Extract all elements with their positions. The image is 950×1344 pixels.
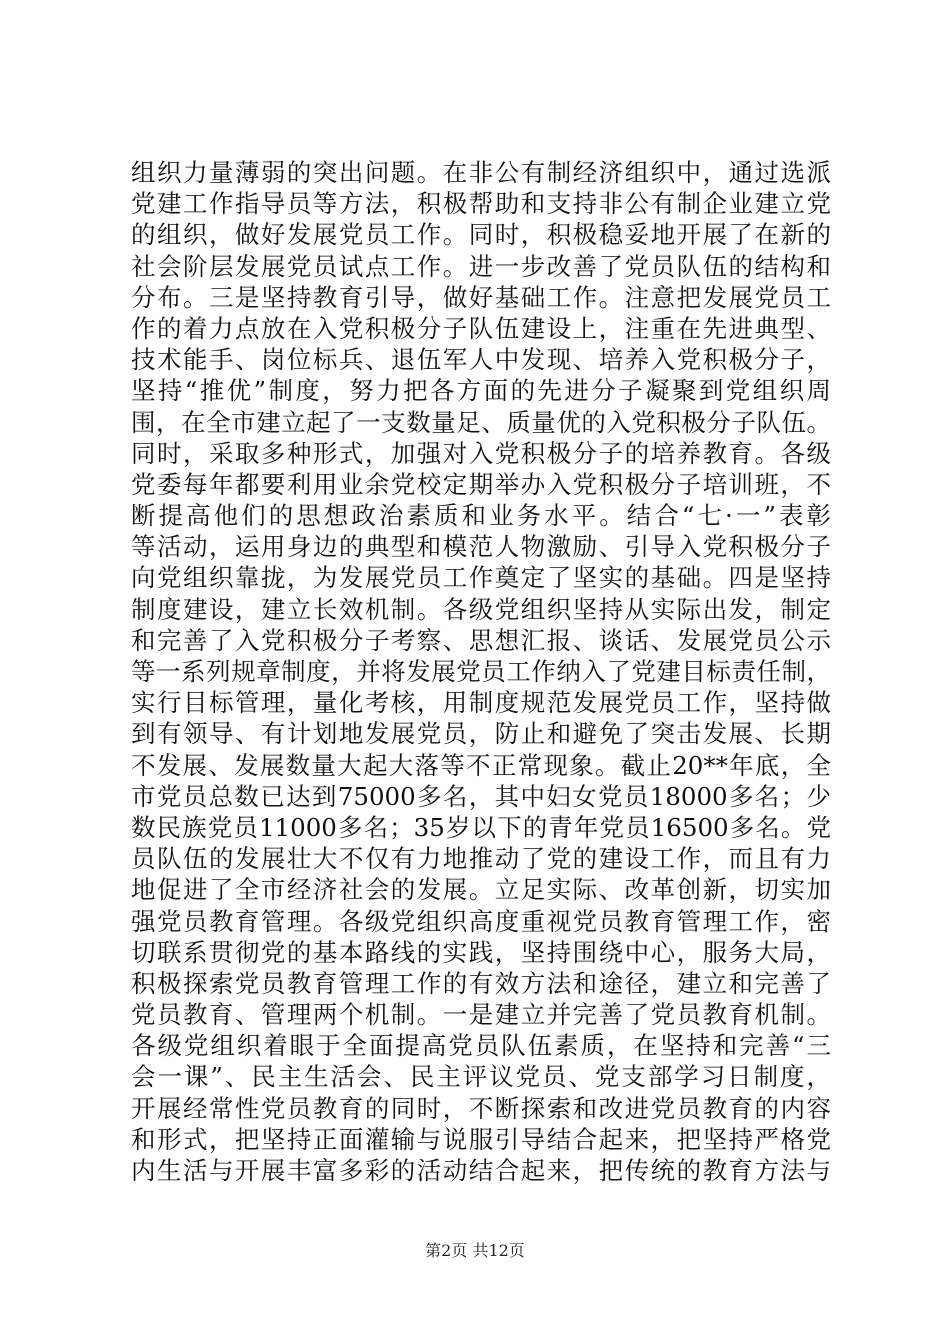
text-line: 和完善了入党积极分子考察、思想汇报、谈话、发展党员公示 <box>131 625 831 655</box>
text-line: 同时，采取多种形式，加强对入党积极分子的培养教育。各级 <box>131 438 831 468</box>
text-line: 技术能手、岗位标兵、退伍军人中发现、培养入党积极分子， <box>131 345 831 375</box>
text-line: 的组织，做好发展党员工作。同时，积极稳妥地开展了在新的 <box>131 220 831 250</box>
text-line: 内生活与开展丰富多彩的活动结合起来，把传统的教育方法与 <box>131 1156 831 1185</box>
text-line: 党建工作指导员等方法，积极帮助和支持非公有制企业建立党 <box>131 189 831 219</box>
text-line: 组织力量薄弱的突出问题。在非公有制经济组织中，通过选派 <box>131 158 831 187</box>
text-line: 等一系列规章制度，并将发展党员工作纳入了党建目标责任制， <box>131 657 831 686</box>
text-line: 切联系贯彻党的基本路线的实践，坚持围绕中心，服务大局， <box>131 937 831 967</box>
text-line: 不发展、发展数量大起大落等不正常现象。截止20**年底，全 <box>131 750 831 780</box>
text-line: 坚持“推优”制度，努力把各方面的先进分子凝聚到党组织周 <box>131 376 831 406</box>
text-line: 社会阶层发展党员试点工作。进一步改善了党员队伍的结构和 <box>131 251 831 281</box>
text-line: 向党组织靠拢，为发展党员工作奠定了坚实的基础。四是坚持 <box>131 563 831 593</box>
text-line: 实行目标管理，量化考核，用制度规范发展党员工作，坚持做 <box>131 688 831 718</box>
text-line: 员队伍的发展壮大不仅有力地推动了党的建设工作，而且有力 <box>131 844 831 874</box>
text-line: 各级党组织着眼于全面提高党员队伍素质，在坚持和完善“三 <box>131 1031 831 1061</box>
text-line: 地促进了全市经济社会的发展。立足实际、改革创新，切实加 <box>131 875 831 905</box>
text-line: 和形式，把坚持正面灌输与说服引导结合起来，把坚持严格党 <box>131 1124 831 1154</box>
text-line: 断提高他们的思想政治素质和业务水平。结合“七·一”表彰 <box>131 501 831 531</box>
text-line: 强党员教育管理。各级党组织高度重视党员教育管理工作，密 <box>131 906 831 936</box>
body-text <box>131 157 831 1186</box>
text-line: 数民族党员11000多名；35岁以下的青年党员16500多名。党 <box>131 812 831 842</box>
text-line: 会一课”、民主生活会、民主评议党员、党支部学习日制度， <box>131 1062 831 1092</box>
text-line: 党员教育、管理两个机制。一是建立并完善了党员教育机制。 <box>131 1000 831 1030</box>
text-line: 市党员总数已达到75000多名，其中妇女党员18000多名；少 <box>131 781 831 811</box>
text-line: 到有领导、有计划地发展党员，防止和避免了突击发展、长期 <box>131 719 831 749</box>
text-line: 等活动，运用身边的典型和模范人物激励、引导入党积极分子 <box>131 532 831 562</box>
text-line: 围，在全市建立起了一支数量足、质量优的入党积极分子队伍。 <box>131 407 831 437</box>
text-line: 分布。三是坚持教育引导，做好基础工作。注意把发展党员工 <box>131 282 831 312</box>
text-line: 党委每年都要利用业余党校定期举办入党积极分子培训班，不 <box>131 469 831 499</box>
text-line: 制度建设，建立长效机制。各级党组织坚持从实际出发，制定 <box>131 594 831 624</box>
text-line: 积极探索党员教育管理工作的有效方法和途径，建立和完善了 <box>131 968 831 998</box>
page-number: 第2页 共12页 <box>425 1241 525 1260</box>
text-line: 作的着力点放在入党积极分子队伍建设上，注重在先进典型、 <box>131 313 831 343</box>
text-line: 开展经常性党员教育的同时，不断探索和改进党员教育的内容 <box>131 1093 831 1123</box>
